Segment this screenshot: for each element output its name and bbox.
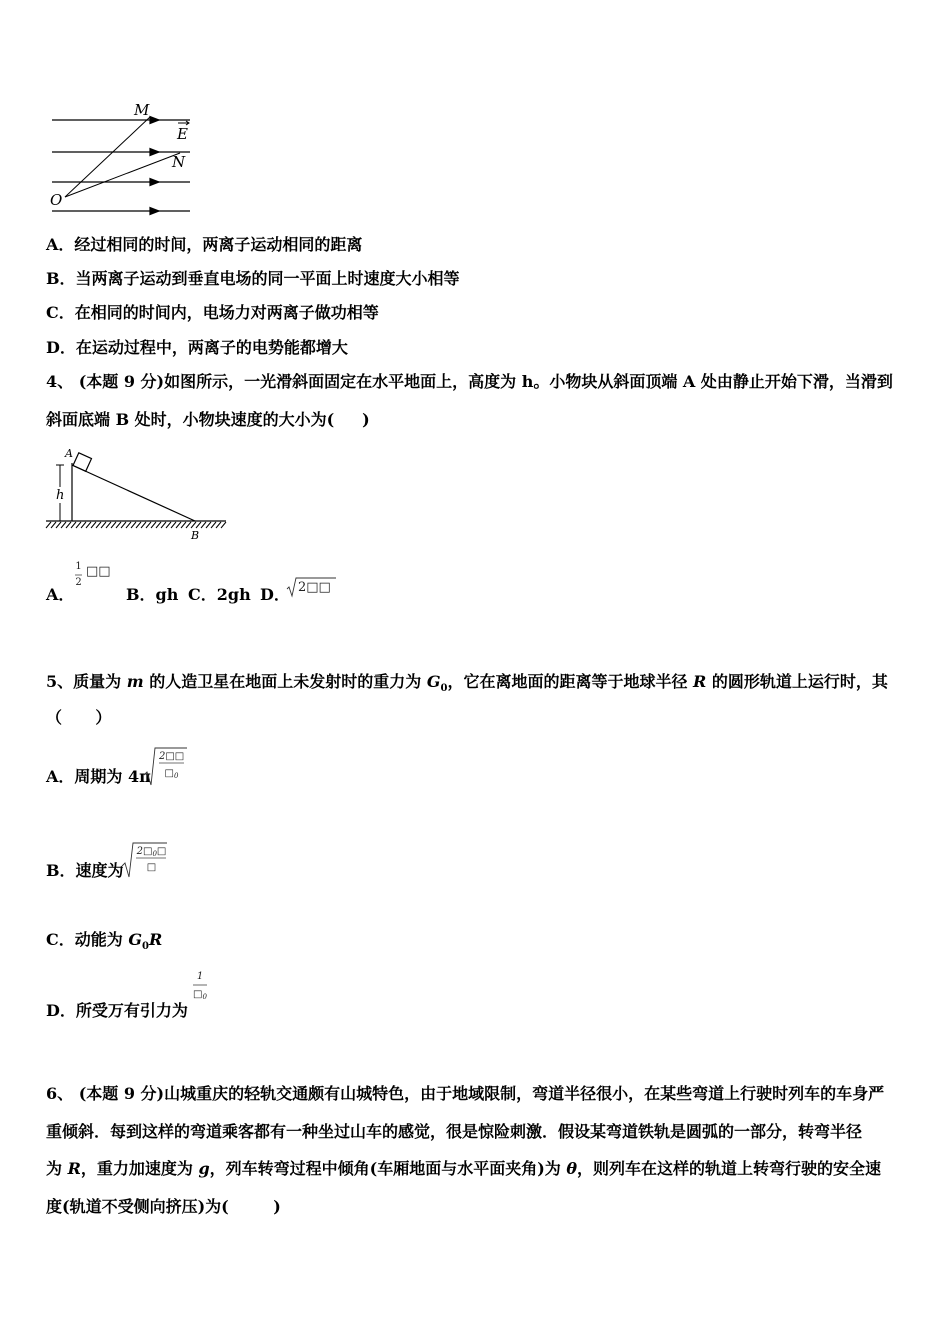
stem-text: 为 <box>46 1159 68 1178</box>
q5-answer-blank: （ ） <box>46 708 112 727</box>
subscript: 0 <box>202 993 207 1001</box>
q4-option-d-formula <box>286 575 338 599</box>
fraction-denominator: 2 <box>75 577 82 588</box>
q6-stem-line-4: 度(轨道不受侧向挤压)为( ) <box>46 1197 281 1216</box>
field-arrowhead <box>150 117 159 124</box>
option-label: A． <box>46 235 75 254</box>
q5-option-d-formula <box>190 968 210 1004</box>
q5-option-d <box>46 1001 188 1021</box>
denominator-glyph: □ <box>193 989 203 1000</box>
label-b: B <box>191 529 200 542</box>
option-label: D． <box>46 338 76 357</box>
option-label: D． <box>46 1001 76 1020</box>
field-arrowhead <box>150 179 159 186</box>
option-text: 周期为 4π <box>74 767 151 786</box>
stem-text: ，则列车在这样的轨道上转弯行驶的安全速 <box>577 1159 882 1178</box>
q3-option-b <box>46 269 460 289</box>
option-text: 在运动过程中，两离子的电势能都增大 <box>75 338 348 357</box>
fraction-numerator: 1 <box>196 971 204 982</box>
electric-field-figure <box>46 98 196 218</box>
q5-stem-line-1 <box>46 672 888 695</box>
q4-option-d-label: D． <box>260 585 290 604</box>
q5-option-b <box>46 861 124 881</box>
q4-option-a-formula <box>73 560 113 592</box>
variable-theta: θ <box>566 1159 578 1178</box>
subscript: 0 <box>440 683 448 695</box>
trajectory-on <box>65 153 180 197</box>
q5-option-c <box>46 930 163 953</box>
ground-hatching <box>46 522 226 528</box>
incline-slope <box>72 465 195 521</box>
q5-option-a <box>46 767 151 787</box>
incline-figure <box>40 445 235 545</box>
option-text: 速度为 <box>75 861 124 880</box>
numerator-part: □ <box>156 846 167 857</box>
q5-option-a-formula <box>143 745 189 789</box>
variable-r: R <box>67 1159 81 1178</box>
q4-stem-line-2: 斜面底端 B 处时，小物块速度的大小为( ) <box>46 410 370 429</box>
fraction-denominator: □ <box>146 862 157 873</box>
option-label: C． <box>46 930 75 949</box>
stem-text: ，它在离地面的距离等于地球半径 <box>447 672 694 691</box>
label-h: h <box>56 488 65 503</box>
option-label: B． <box>46 269 76 288</box>
option-text: 所受万有引力为 <box>75 1001 188 1020</box>
fraction-numerator <box>136 846 167 860</box>
numerator-part: 2□ <box>136 846 153 857</box>
q5-option-b-formula <box>121 840 171 880</box>
variable-m: m <box>126 672 144 691</box>
stem-text: ，列车转弯过程中倾角(车厢地面与水平面夹角)为 <box>209 1159 567 1178</box>
option-text: 2gh <box>216 585 251 604</box>
fraction-denominator <box>190 989 210 1003</box>
variable-g: g <box>198 1159 210 1178</box>
option-text: 经过相同的时间，两离子运动相同的距离 <box>74 235 363 254</box>
field-arrowhead <box>150 149 159 156</box>
fraction-denominator <box>159 768 184 782</box>
label-o: O <box>50 191 63 209</box>
variable-r: R <box>148 930 163 949</box>
q4-option-c <box>188 585 251 605</box>
stem-text: 5、质量为 <box>46 672 127 691</box>
option-text: 在相同的时间内，电场力对两离子做功相等 <box>74 303 379 322</box>
option-label: A． <box>46 767 75 786</box>
q3-option-a <box>46 235 362 255</box>
q6-stem-line-2: 重倾斜．每到这样的弯道乘客都有一种坐过山车的感觉，很是惊险刺激．假设某弯道铁轨是圆弧的一部分，转弯半径 <box>46 1122 863 1141</box>
option-text: gh <box>155 585 179 604</box>
trajectory-om <box>65 117 150 197</box>
q3-option-c <box>46 303 379 323</box>
option-label: C． <box>188 585 217 604</box>
q3-option-d <box>46 338 348 358</box>
stem-text: 的圆形轨道上运行时，其 <box>706 672 888 691</box>
subscript: 0 <box>142 941 149 953</box>
q4-option-b <box>126 585 178 605</box>
option-text: 当两离子运动到垂直电场的同一平面上时速度大小相等 <box>75 269 460 288</box>
label-a: A <box>65 447 73 460</box>
variable-r: R <box>693 672 707 691</box>
formula-glyphs: □□ <box>86 564 111 579</box>
field-arrowhead <box>150 208 159 215</box>
subscript: 0 <box>173 772 179 780</box>
label-e: E <box>177 125 188 143</box>
variable-g0: G <box>128 930 142 949</box>
option-label: C． <box>46 303 75 322</box>
q4-option-a-label: A． <box>46 585 75 604</box>
subscript: 0 <box>152 850 157 858</box>
fraction-numerator: 1 <box>75 561 82 572</box>
variable-g0: G <box>426 672 441 691</box>
q4-stem-line-1: 4、 (本题 9 分)如图所示，一光滑斜面固定在水平地面上，高度为 h。小物块从斜面顶端 A 处由静止开始下滑，当滑到 <box>46 372 893 391</box>
q6-stem-line-1: 6、 (本题 9 分)山城重庆的轻轨交通颇有山城特色，由于地域限制，弯道半径很小，在某些弯道上行驶时列车的车身严 <box>46 1084 885 1103</box>
denominator-glyph: □ <box>164 768 174 779</box>
stem-text: 的人造卫星在地面上未发射时的重力为 <box>143 672 427 691</box>
option-text: 动能为 <box>74 930 129 949</box>
label-n: N <box>172 153 186 171</box>
option-label: B． <box>126 585 156 604</box>
q6-stem-line-3 <box>46 1159 881 1179</box>
stem-text: ，重力加速度为 <box>80 1159 199 1178</box>
fraction-numerator: 2□□ <box>159 751 185 762</box>
option-label: B． <box>46 861 76 880</box>
label-m: M <box>134 101 150 119</box>
radicand: 2□□ <box>298 580 331 595</box>
sliding-block <box>73 453 92 472</box>
